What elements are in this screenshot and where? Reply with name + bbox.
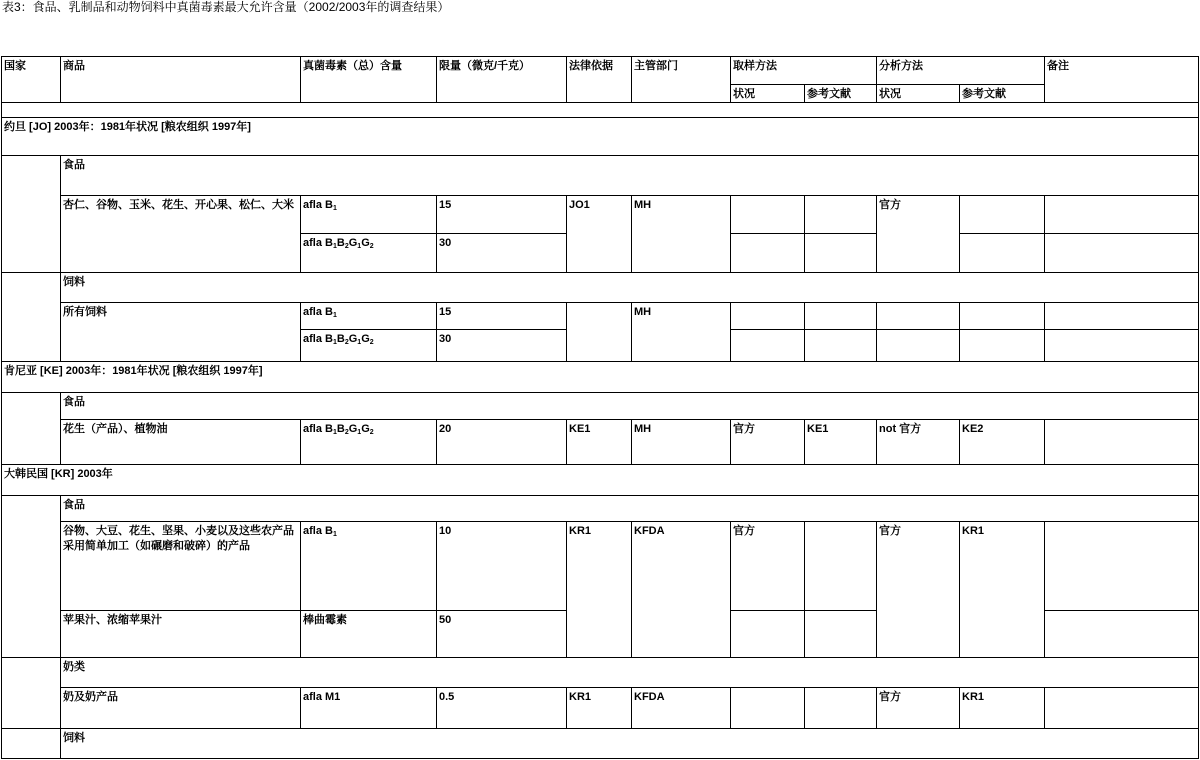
- header-legal-basis: 法律依据: [567, 57, 632, 103]
- header-mycotoxin: 真菌毒素（总）含量: [301, 57, 437, 103]
- category-row: [2, 393, 1199, 420]
- limit-cell: 15: [437, 303, 567, 330]
- toxin-cell: afla $B_1B_2G_1G_2$: [301, 420, 437, 465]
- authority-cell: MH: [632, 420, 731, 465]
- category-food: 食品: [61, 496, 1199, 522]
- analysis-ref-cell: KR1: [960, 522, 1045, 658]
- table-row: [2, 303, 1199, 330]
- category-feed: 饲料: [61, 273, 1199, 303]
- limit-cell: 30: [437, 234, 567, 273]
- category-dairy: 奶类: [61, 658, 1199, 688]
- limit-cell: 0.5: [437, 688, 567, 729]
- limit-cell: 10: [437, 522, 567, 611]
- toxin-cell: afla $B_1B_2G_1G_2$: [301, 234, 437, 273]
- legal-cell: JO1: [567, 196, 632, 273]
- analysis-ref-cell: KE2: [960, 420, 1045, 465]
- toxin-cell: afla $B_1$: [301, 196, 437, 234]
- category-row: [2, 729, 1199, 759]
- header-authority: 主管部门: [632, 57, 731, 103]
- limit-cell: 20: [437, 420, 567, 465]
- toxin-cell: afla $B_1B_2G_1G_2$: [301, 330, 437, 362]
- commodity-cell: 苹果汁、浓缩苹果汁: [61, 611, 301, 658]
- analysis-status-cell: 官方: [877, 196, 960, 273]
- header-sampling-status: 状况: [731, 85, 805, 103]
- sampling-status-cell: 官方: [731, 420, 805, 465]
- mycotoxin-table: [1, 56, 1199, 759]
- sampling-ref-cell: KE1: [805, 420, 877, 465]
- country-blank: [2, 729, 61, 759]
- limit-cell: 15: [437, 196, 567, 234]
- table-row: [2, 420, 1199, 465]
- table-row: [2, 196, 1199, 234]
- header-analysis-reference: 参考文献: [960, 85, 1045, 103]
- header-country: 国家: [2, 57, 61, 103]
- toxin-cell: afla $B_1$: [301, 522, 437, 611]
- legal-cell: KE1: [567, 420, 632, 465]
- table-row: [2, 522, 1199, 611]
- authority-cell: MH: [632, 303, 731, 362]
- legal-cell: KR1: [567, 522, 632, 658]
- country-blank: [2, 393, 61, 465]
- category-row: [2, 156, 1199, 196]
- country-blank: [2, 496, 61, 658]
- analysis-status-cell: not 官方: [877, 420, 960, 465]
- toxin-cell: 棒曲霉素: [301, 611, 437, 658]
- authority-cell: KFDA: [632, 522, 731, 658]
- section-row-korea: [2, 465, 1199, 496]
- analysis-status-cell: 官方: [877, 522, 960, 658]
- section-korea: 大韩民国 [KR] 2003年: [2, 465, 1199, 496]
- section-row-kenya: [2, 362, 1199, 393]
- section-kenya: 肯尼亚 [KE] 2003年：1981年状况 [粮农组织 1997年]: [2, 362, 1199, 393]
- analysis-ref-cell: KR1: [960, 688, 1045, 729]
- header-analysis-status: 状况: [877, 85, 960, 103]
- commodity-cell: 奶及奶产品: [61, 688, 301, 729]
- limit-cell: 50: [437, 611, 567, 658]
- limit-cell: 30: [437, 330, 567, 362]
- legal-cell: KR1: [567, 688, 632, 729]
- section-row-jordan: [2, 118, 1199, 156]
- header-row: [2, 57, 1199, 85]
- header-remarks: 备注: [1045, 57, 1199, 103]
- category-row: [2, 496, 1199, 522]
- toxin-cell: afla $B_1$: [301, 303, 437, 330]
- country-blank: [2, 156, 61, 273]
- section-jordan: 约旦 [JO] 2003年：1981年状况 [粮农组织 1997年]: [2, 118, 1199, 156]
- toxin-cell: afla M1: [301, 688, 437, 729]
- category-feed: 饲料: [61, 729, 1199, 759]
- header-analysis: 分析方法: [877, 57, 1045, 85]
- country-blank: [2, 658, 61, 729]
- analysis-status-cell: 官方: [877, 688, 960, 729]
- commodity-cell: 杏仁、谷物、玉米、花生、开心果、松仁、大米: [61, 196, 301, 273]
- category-row: [2, 658, 1199, 688]
- table-caption: 表3：食品、乳制品和动物饲料中真菌毒素最大允许含量（2002/2003年的调查结果）: [2, 0, 450, 14]
- category-food: 食品: [61, 393, 1199, 420]
- category-row: [2, 273, 1199, 303]
- header-commodity: 商品: [61, 57, 301, 103]
- header-sampling: 取样方法: [731, 57, 877, 85]
- commodity-cell: 所有饲料: [61, 303, 301, 362]
- header-limit: 限量（微克/千克）: [437, 57, 567, 103]
- commodity-cell: 谷物、大豆、花生、坚果、小麦以及这些农产品采用简单加工（如碾磨和破碎）的产品: [61, 522, 301, 611]
- authority-cell: KFDA: [632, 688, 731, 729]
- category-food: 食品: [61, 156, 1199, 196]
- commodity-cell: 花生（产品）、植物油: [61, 420, 301, 465]
- header-sampling-reference: 参考文献: [805, 85, 877, 103]
- country-blank: [2, 273, 61, 362]
- authority-cell: MH: [632, 196, 731, 273]
- spacer-row: [2, 103, 1199, 118]
- table-row: [2, 688, 1199, 729]
- sampling-status-cell: 官方: [731, 522, 805, 611]
